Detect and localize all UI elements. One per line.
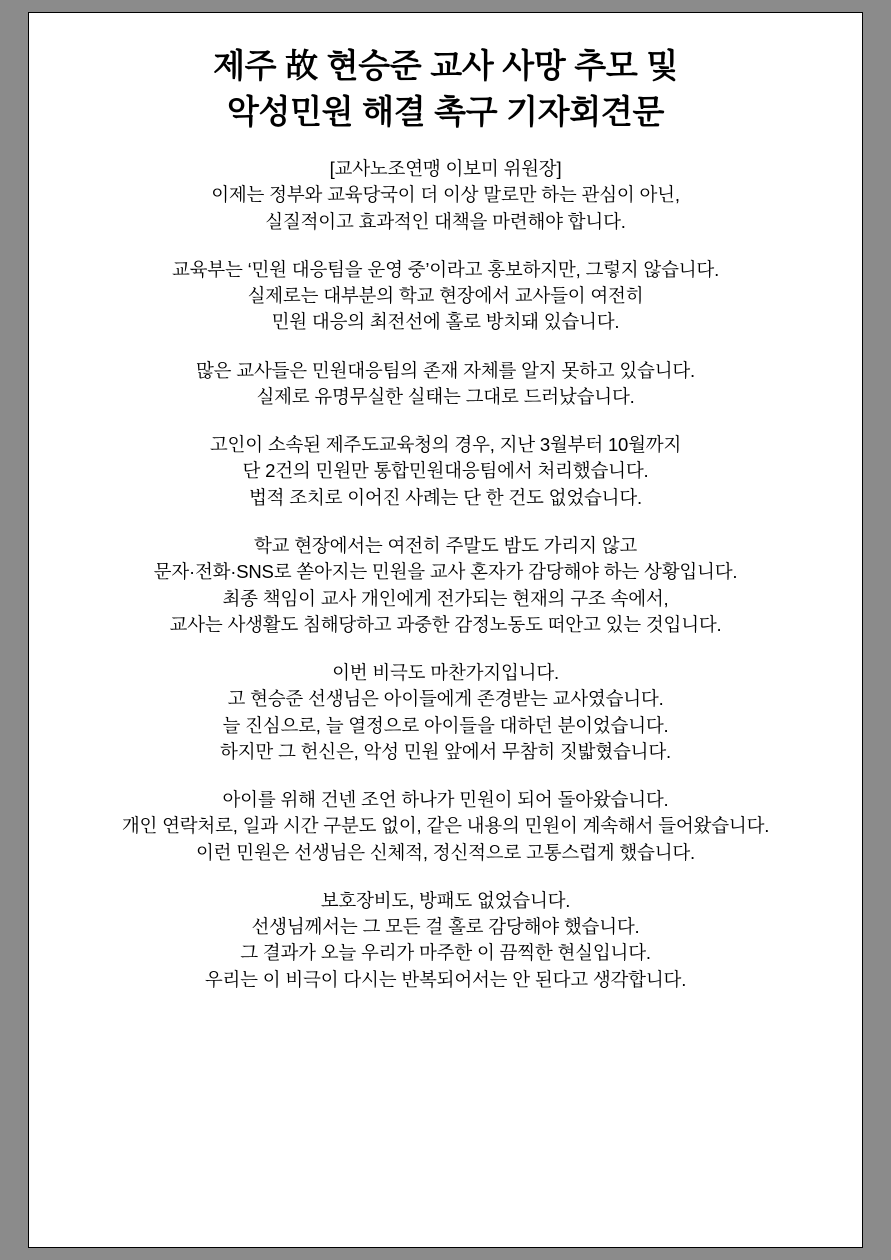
paragraph-ministry-response-team (47, 257, 844, 336)
speaker-attribution: [교사노조연맹 이보미 위원장] (329, 158, 562, 180)
page-title-line: 제주 故 현승준 교사 사망 추모 및 (213, 47, 678, 84)
paragraph-line: 이번 비극도 마찬가지입니다. (332, 662, 559, 684)
document-page (28, 12, 863, 1248)
paragraph-line: 최종 책임이 교사 개인에게 전가되는 현재의 구조 속에서, (222, 587, 669, 609)
document-content (29, 13, 862, 993)
page-title-line: 악성민원 해결 촉구 기자회견문 (226, 92, 665, 130)
paragraph-teachers-unaware (47, 358, 844, 411)
paragraph-line: 아이를 위해 건넨 조언 하나가 민원이 되어 돌아왔습니다. (222, 789, 669, 811)
paragraph-advice-became-complaint (47, 787, 844, 866)
paragraph-line: 보호장비도, 방패도 없었습니다. (320, 889, 571, 911)
paragraph-line: 민원 대응의 최전선에 홀로 방치돼 있습니다. (271, 311, 620, 333)
paragraph-line: 실질적이고 효과적인 대책을 마련해야 합니다. (265, 210, 626, 232)
paragraph-line: 우리는 이 비극이 다시는 반복되어서는 안 된다고 생각합니다. (204, 968, 687, 990)
paragraph-line: 법적 조치로 이어진 사례는 단 한 건도 없었습니다. (249, 486, 642, 508)
paragraph-line: 늘 진심으로, 늘 열정으로 아이들을 대하던 분이었습니다. (222, 714, 669, 736)
paragraph-no-protection (47, 888, 844, 993)
paragraph-line: 실제로 유명무실한 실태는 그대로 드러났습니다. (256, 385, 635, 407)
paragraph-line: 개인 연락처로, 일과 시간 구분도 없이, 같은 내용의 민원이 계속해서 들어왔습니다. (121, 815, 770, 837)
paragraph-speaker-intro (47, 156, 844, 235)
paragraph-line: 교육부는 ‘민원 대응팀을 운영 중’이라고 홍보하지만, 그렇지 않습니다. (171, 258, 720, 280)
paragraph-school-field-reality (47, 533, 844, 638)
paragraph-line: 문자·전화·SNS로 쏟아지는 민원을 교사 혼자가 감당해야 하는 상황입니다. (153, 561, 738, 583)
paragraph-this-tragedy (47, 660, 844, 765)
paragraph-line: 단 2건의 민원만 통합민원대응팀에서 처리했습니다. (242, 460, 649, 482)
paragraph-jeju-office-statistics (47, 432, 844, 511)
paragraph-line: 많은 교사들은 민원대응팀의 존재 자체를 알지 못하고 있습니다. (196, 359, 695, 381)
paragraph-line: 하지만 그 헌신은, 악성 민원 앞에서 무참히 짓밟혔습니다. (220, 740, 671, 762)
paragraph-line: 이런 민원은 선생님은 신체적, 정신적으로 고통스럽게 했습니다. (196, 841, 695, 863)
paragraph-line: 그 결과가 오늘 우리가 마주한 이 끔찍한 현실입니다. (240, 942, 651, 964)
paragraph-line: 선생님께서는 그 모든 걸 홀로 감당해야 했습니다. (251, 916, 640, 938)
paragraph-line: 이제는 정부와 교육당국이 더 이상 말로만 하는 관심이 아닌, (211, 184, 680, 206)
paragraph-line: 교사는 사생활도 침해당하고 과중한 감정노동도 떠안고 있는 것입니다. (169, 613, 722, 635)
paragraph-line: 고 현승준 선생님은 아이들에게 존경받는 교사였습니다. (227, 688, 664, 710)
paragraph-line: 실제로는 대부분의 학교 현장에서 교사들이 여전히 (247, 285, 644, 307)
page-title (47, 43, 844, 134)
paragraph-line: 학교 현장에서는 여전히 주말도 밤도 가리지 않고 (253, 534, 638, 556)
paragraph-line: 고인이 소속된 제주도교육청의 경우, 지난 3월부터 10월까지 (209, 434, 682, 456)
